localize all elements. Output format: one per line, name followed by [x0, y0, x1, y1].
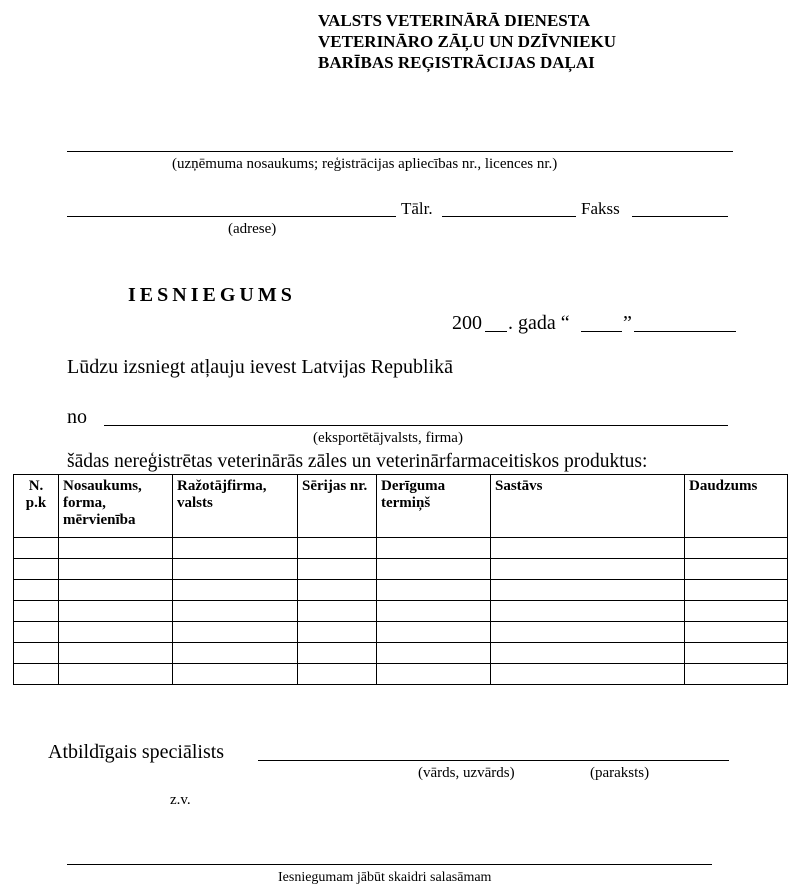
table-cell[interactable] [377, 643, 491, 664]
table-cell[interactable] [377, 601, 491, 622]
table-cell[interactable] [298, 643, 377, 664]
table-cell[interactable] [14, 664, 59, 685]
col-header-name: Nosaukums, forma, mērvienība [59, 475, 173, 538]
document-title: IESNIEGUMS [128, 284, 296, 306]
table-cell[interactable] [491, 643, 685, 664]
table-cell[interactable] [377, 664, 491, 685]
table-cell[interactable] [14, 580, 59, 601]
signature-field[interactable] [258, 760, 729, 761]
col-header-manufacturer: Ražotājfirma, valsts [173, 475, 298, 538]
table-cell[interactable] [491, 559, 685, 580]
addressee-line-2: VETERINĀRO ZĀĻU UN DZĪVNIEKU [318, 32, 617, 51]
col-header-series: Sērijas nr. [298, 475, 377, 538]
table-cell[interactable] [685, 622, 788, 643]
table-cell[interactable] [298, 664, 377, 685]
fax-field[interactable] [632, 216, 728, 217]
table-header-row [14, 475, 788, 538]
company-field[interactable] [67, 151, 733, 152]
table-cell[interactable] [173, 601, 298, 622]
table-cell[interactable] [59, 643, 173, 664]
table-cell[interactable] [14, 559, 59, 580]
table-cell[interactable] [59, 559, 173, 580]
table-cell[interactable] [377, 538, 491, 559]
date-year-prefix: 200 [452, 312, 482, 334]
table-row [14, 643, 788, 664]
table-cell[interactable] [685, 643, 788, 664]
table-cell[interactable] [377, 559, 491, 580]
table-cell[interactable] [59, 580, 173, 601]
date-month-field[interactable] [634, 331, 736, 332]
table-cell[interactable] [173, 538, 298, 559]
date-year-field[interactable] [485, 331, 507, 332]
phone-label: Tālr. [401, 199, 433, 218]
table-cell[interactable] [173, 643, 298, 664]
table-cell[interactable] [173, 622, 298, 643]
table-cell[interactable] [377, 580, 491, 601]
table-row [14, 538, 788, 559]
date-year-suffix: . gada “ [508, 312, 570, 334]
table-row [14, 559, 788, 580]
exporter-caption: (eksportētājvalsts, firma) [313, 430, 463, 446]
addressee-line-3: BARĪBAS REĢISTRĀCIJAS DAĻAI [318, 53, 595, 72]
table-cell[interactable] [298, 622, 377, 643]
company-caption: (uzņēmuma nosaukums; reģistrācijas apliecības nr., licences nr.) [172, 156, 558, 172]
table-cell[interactable] [59, 601, 173, 622]
exporter-field[interactable] [104, 425, 728, 426]
table-cell[interactable] [14, 601, 59, 622]
name-caption: (vārds, uzvārds) [418, 765, 515, 781]
table-cell[interactable] [491, 601, 685, 622]
addressee-line-1: VALSTS VETERINĀRĀ DIENESTA [318, 11, 591, 30]
table-cell[interactable] [685, 664, 788, 685]
table-cell[interactable] [59, 538, 173, 559]
footer-note: Iesniegumam jābūt skaidri salasāmam [278, 870, 492, 885]
table-cell[interactable] [14, 538, 59, 559]
footer-divider [67, 864, 712, 865]
table-cell[interactable] [14, 622, 59, 643]
col-header-composition: Sastāvs [491, 475, 685, 538]
address-caption: (adrese) [228, 221, 277, 237]
table-cell[interactable] [173, 664, 298, 685]
col-header-quantity: Daudzums [685, 475, 788, 538]
table-cell[interactable] [173, 559, 298, 580]
table-cell[interactable] [685, 559, 788, 580]
table-cell[interactable] [298, 559, 377, 580]
table-cell[interactable] [685, 601, 788, 622]
date-day-field[interactable] [581, 331, 622, 332]
table-cell[interactable] [377, 622, 491, 643]
from-label: no [67, 406, 87, 428]
table-cell[interactable] [298, 580, 377, 601]
sign-caption: (paraksts) [590, 765, 650, 781]
addressee-block [318, 10, 616, 73]
products-text: šādas nereģistrētas veterinārās zāles un veterinārfarmaceitiskos produktus: [67, 451, 648, 472]
table-cell[interactable] [491, 580, 685, 601]
table-row [14, 622, 788, 643]
table-row [14, 664, 788, 685]
date-quote-close: ” [623, 312, 632, 334]
col-header-expiry: Derīguma termiņš [377, 475, 491, 538]
phone-field[interactable] [442, 216, 576, 217]
fax-label: Fakss [581, 199, 620, 218]
col-header-number: N. p.k [14, 475, 59, 538]
table-row [14, 601, 788, 622]
address-field[interactable] [67, 216, 396, 217]
table-cell[interactable] [491, 538, 685, 559]
products-table [13, 474, 788, 685]
table-cell[interactable] [298, 538, 377, 559]
request-text: Lūdzu izsniegt atļauju ievest Latvijas Republikā [67, 356, 454, 378]
table-cell[interactable] [14, 643, 59, 664]
table-cell[interactable] [298, 601, 377, 622]
table-cell[interactable] [491, 664, 685, 685]
table-cell[interactable] [491, 622, 685, 643]
table-cell[interactable] [173, 580, 298, 601]
table-cell[interactable] [685, 580, 788, 601]
table-cell[interactable] [59, 622, 173, 643]
signature-label: Atbildīgais speciālists [48, 741, 225, 763]
stamp-label: z.v. [170, 792, 191, 808]
table-cell[interactable] [59, 664, 173, 685]
table-row [14, 580, 788, 601]
table-cell[interactable] [685, 538, 788, 559]
